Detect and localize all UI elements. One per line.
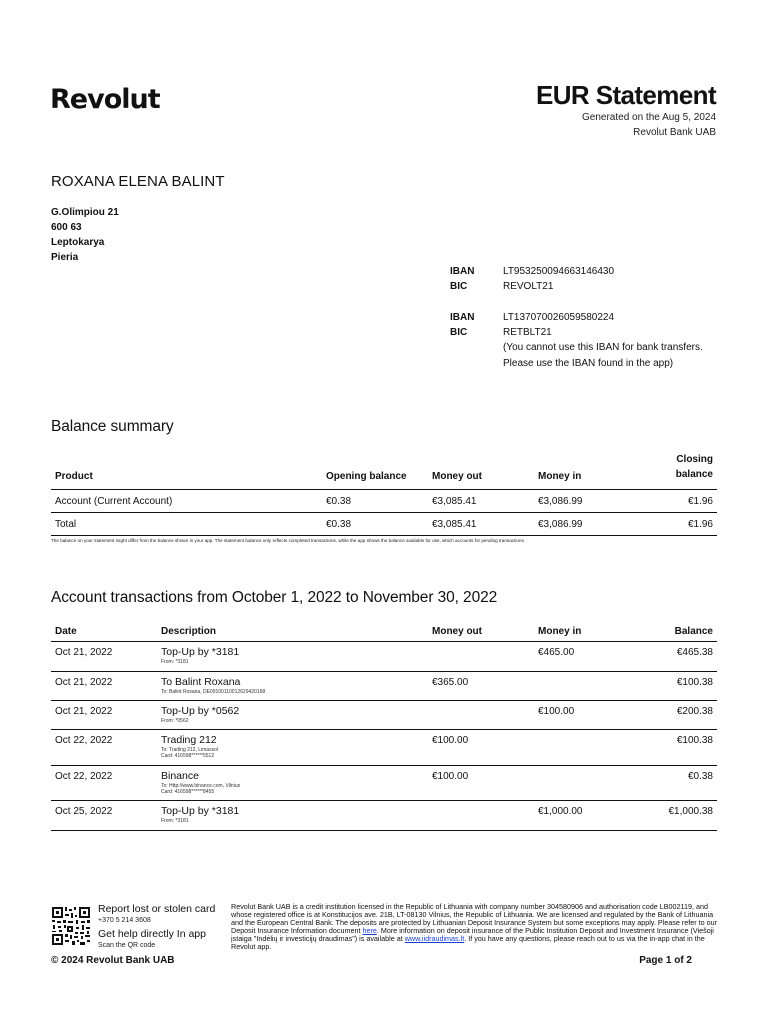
date-cell: Oct 25, 2022 — [55, 805, 113, 817]
help-block — [98, 903, 238, 951]
get-help-label: Get help directly In app — [98, 928, 206, 940]
column-header: Date — [51, 622, 157, 641]
account-holder-name: ROXANA ELENA BALINT — [51, 173, 225, 190]
transaction-row — [51, 729, 717, 765]
transaction-row — [51, 700, 717, 729]
product-cell: Total — [55, 518, 77, 530]
bank-name: Revolut Bank UAB — [633, 127, 716, 138]
description-detail: To: Balint Roxana, DE09100110012629420168 — [161, 688, 266, 695]
iban-label: IBAN — [450, 312, 475, 323]
revolut-logo: Revolut — [50, 84, 160, 115]
balance-cell: €1,000.38 — [668, 805, 713, 817]
money-out-cell: €365.00 — [432, 676, 469, 688]
money-in-cell — [534, 729, 640, 765]
money-in-cell — [534, 765, 640, 800]
column-header: Money out — [428, 452, 534, 490]
money-out-cell — [428, 641, 534, 671]
date-cell: Oct 21, 2022 — [55, 676, 113, 688]
report-card-label: Report lost or stolen card — [98, 903, 216, 915]
description: Top-Up by *3181 — [161, 645, 240, 658]
page-number: Page 1 of 2 — [639, 955, 692, 966]
money-out-cell — [428, 700, 534, 729]
address-line: Pieria — [51, 252, 79, 263]
table-row — [51, 490, 717, 513]
address-line: Leptokarya — [51, 237, 105, 248]
column-header: Opening balance — [322, 452, 428, 490]
address-line: 600 63 — [51, 222, 82, 233]
date-cell: Oct 22, 2022 — [55, 734, 113, 746]
money-out-cell: €3,085.41 — [432, 518, 477, 530]
legal-text: Revolut Bank UAB is a credit institution licensed in the Republic of Lithuania with company number 304580906 and authorisation code LB002119, and whose registered office is at Konstitucijos ave. 21B, LT-08130 Vilnius, the Republic of Lithuania. We are licensed and regulated by the Bank of Lithuania and the European Central Bank. The deposits are protected by Lithuanian Deposit Insurance System but some exceptions may apply. Please refer to our Deposit Insurance Information document here. More information on deposit insurance of the Public Institution Deposit and Investment Insurance (Viešoji įstaiga "Indėlių ir investicijų draudimas") is available at www.iidraudimas.lt. If you have any questions, please reach out to us via the in-app chat in the Revolut app. — [231, 902, 717, 951]
deposit-insurance-link[interactable]: here — [362, 925, 377, 935]
qr-code-icon — [51, 906, 91, 946]
description-detail: From: *3181 — [161, 817, 189, 824]
description: To Balint Roxana — [161, 675, 241, 688]
balance-summary-table — [51, 452, 717, 536]
statement-header — [536, 80, 716, 140]
iban-note: (You cannot use this IBAN for bank transfers. — [503, 342, 703, 354]
description-detail: From: *3181 — [161, 658, 189, 665]
holder-address — [51, 205, 119, 265]
description: Top-Up by *0562 — [161, 704, 240, 717]
iban-note: Please use the IBAN found in the app) — [503, 357, 674, 369]
description: Top-Up by *3181 — [161, 804, 240, 817]
description-detail: To: Trading 212, Limassol — [161, 746, 218, 753]
table-row — [51, 513, 717, 536]
money-out-cell: €100.00 — [432, 770, 469, 782]
balance-disclaimer: The balance on your statement might differ from the balance shown in your app. The statement balance only reflects completed transactions, while the app shows the balance available for use, which accounts for pending transactions. — [51, 538, 526, 543]
balance-summary-heading: Balance summary — [51, 418, 174, 435]
money-in-cell: €100.00 — [538, 705, 575, 717]
copyright: © 2024 Revolut Bank UAB — [51, 955, 175, 966]
transactions-heading: Account transactions from October 1, 2022 to November 30, 2022 — [51, 589, 498, 606]
scan-qr-label: Scan the QR code — [98, 942, 156, 949]
column-header: Product — [51, 452, 322, 490]
generated-date: Generated on the Aug 5, 2024 — [582, 112, 716, 123]
transactions-table — [51, 622, 717, 831]
description-detail: To: Http://www.binance.com, Vilnius — [161, 782, 241, 789]
description-detail: From: *0562 — [161, 717, 189, 724]
balance-cell: €0.38 — [687, 770, 713, 782]
column-header: Money in — [534, 452, 640, 490]
iban-value: LT137070026059580224 — [503, 312, 615, 323]
phone-number: +370 5 214 3608 — [98, 917, 151, 924]
bic-label: BIC — [450, 327, 468, 339]
column-header: Money in — [534, 622, 640, 641]
money-out-cell: €3,085.41 — [432, 495, 477, 507]
address-line: G.Olimpiou 21 — [51, 207, 119, 218]
balance-cell: €465.38 — [676, 646, 713, 658]
account-details-secondary — [450, 310, 768, 371]
closing-balance-cell: €1.96 — [687, 518, 713, 530]
bic-value: RETBLT21 — [503, 327, 552, 339]
date-cell: Oct 22, 2022 — [55, 770, 113, 782]
account-details-primary — [450, 264, 768, 294]
money-in-cell: €465.00 — [538, 646, 575, 658]
card-detail: Card: 416598******5512 — [161, 752, 215, 759]
iban-value: LT953250094663146430 — [503, 266, 615, 277]
statement-title: EUR Statement — [535, 80, 716, 110]
date-cell: Oct 21, 2022 — [55, 646, 113, 658]
transaction-row — [51, 765, 717, 800]
card-detail: Card: 416598******8455 — [161, 788, 215, 795]
balance-cell: €100.38 — [676, 676, 713, 688]
description: Binance — [161, 769, 199, 782]
transaction-row — [51, 800, 717, 830]
column-header: Description — [157, 622, 428, 641]
money-out-cell: €100.00 — [432, 734, 469, 746]
balance-cell: €200.38 — [676, 705, 713, 717]
iban-label: IBAN — [450, 266, 475, 277]
money-in-cell: €3,086.99 — [538, 518, 583, 530]
product-cell: Account (Current Account) — [55, 495, 173, 507]
opening-balance-cell: €0.38 — [326, 518, 352, 530]
money-in-cell: €3,086.99 — [538, 495, 583, 507]
transaction-row — [51, 641, 717, 671]
iidraudimas-link[interactable]: www.iidraudimas.lt — [404, 933, 465, 943]
bic-label: BIC — [450, 281, 468, 293]
column-header: Closing balance — [640, 452, 717, 490]
opening-balance-cell: €0.38 — [326, 495, 352, 507]
date-cell: Oct 21, 2022 — [55, 705, 113, 717]
money-in-cell — [534, 671, 640, 700]
money-out-cell — [428, 800, 534, 830]
transaction-row — [51, 671, 717, 700]
balance-cell: €100.38 — [676, 734, 713, 746]
closing-balance-cell: €1.96 — [687, 495, 713, 507]
description: Trading 212 — [161, 733, 217, 746]
column-header: Balance — [640, 622, 717, 641]
money-in-cell: €1,000.00 — [538, 805, 583, 817]
bic-value: REVOLT21 — [503, 281, 554, 293]
column-header: Money out — [428, 622, 534, 641]
